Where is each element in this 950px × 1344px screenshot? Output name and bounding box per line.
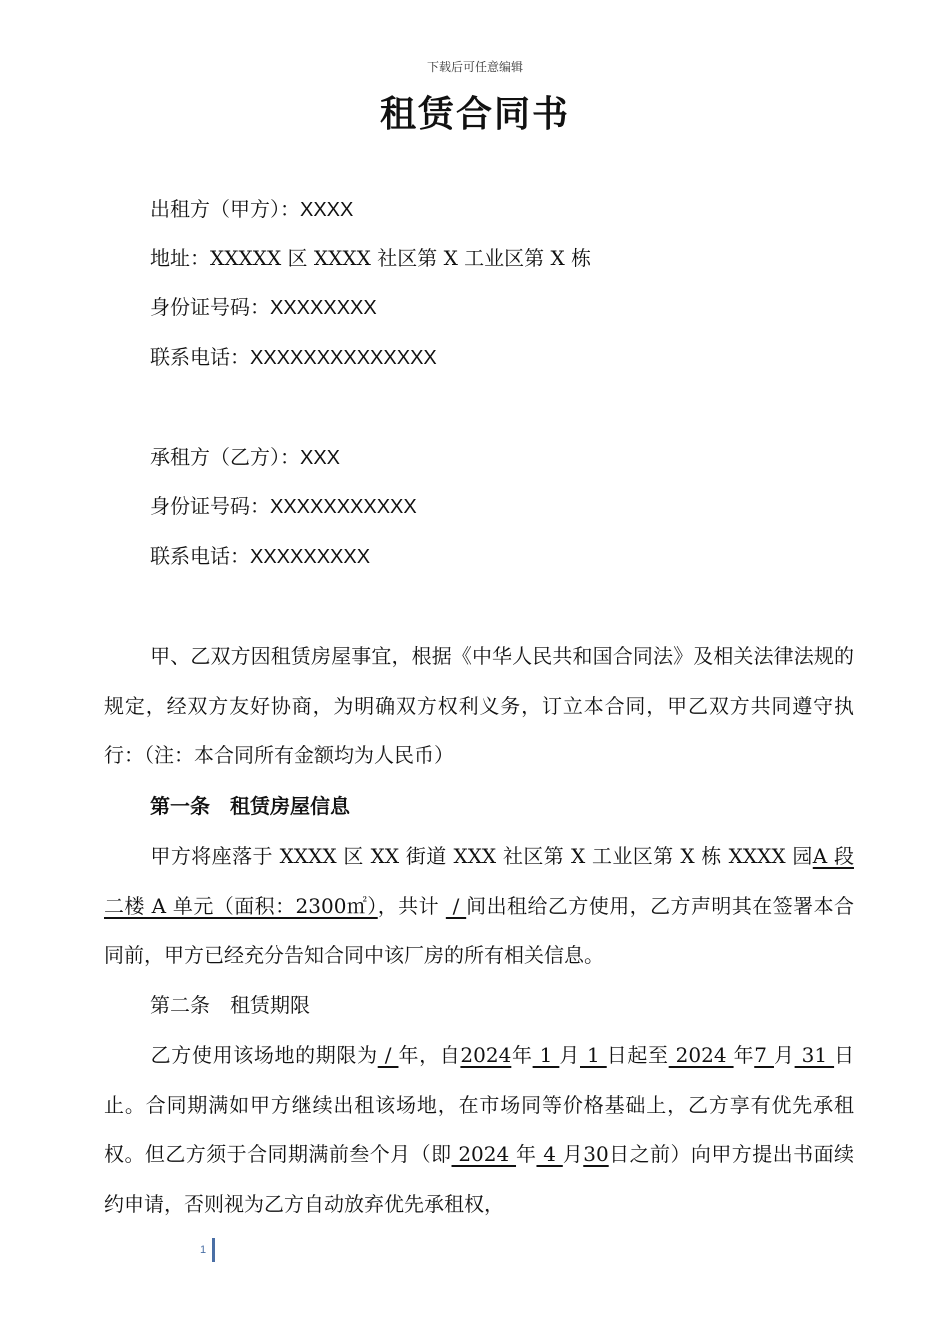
article1-heading: 第一条 租赁房屋信息 — [150, 794, 350, 818]
lessee-phone-label: 联系电话： — [150, 544, 250, 568]
lessee-id-line — [150, 491, 417, 522]
article2-end-day-field: 31 — [794, 1043, 835, 1067]
article2-end-year-field: 2024 — [668, 1043, 734, 1067]
article1-premises-field: A 段二楼 A 单元（面积：2300㎡） — [104, 844, 854, 918]
lessor-id-value: XXXXXXXX — [270, 297, 377, 319]
lessee-phone-value: XXXXXXXXX — [250, 546, 371, 568]
lessee-id-value: XXXXXXXXXXX — [270, 496, 417, 518]
article2-t11: 日之前）向甲方提出书面续约申请，否则视为乙方自动放弃优先承租权， — [104, 1142, 855, 1216]
intro-text: 甲、乙双方因租赁房屋事宜，根据《中华人民共和国合同法》及相关法律法规的规定，经双方友好协商，为明确双方权利义务，订立本合同，甲乙双方共同遵守执行：（注：本合同所有金额均为人民币） — [104, 644, 854, 767]
intro-paragraph — [104, 632, 854, 781]
article2-t1: 乙方使用该场地的期限为 — [150, 1043, 378, 1067]
article2-t6: 年 — [733, 1043, 755, 1067]
article2-t8: 日止。合同期满如甲方继续出租该场地，在市场同等价格基础上，乙方享有优先承租权。但乙方须于合同期满前叁个月（即 — [104, 1043, 855, 1166]
article1-paragraph — [104, 832, 854, 981]
article2-notice-day-field: 30 — [583, 1142, 609, 1166]
lessor-phone-value: XXXXXXXXXXXXXX — [250, 347, 437, 369]
article2-t5: 日起至 — [606, 1043, 669, 1067]
article1-text-a: 甲方将座落于 XXXX 区 XX 街道 XXX 社区第 X 工业区第 X 栋 XXXX 园 — [150, 844, 813, 868]
lessee-phone-line — [150, 541, 370, 572]
lessor-phone-label: 联系电话： — [150, 345, 250, 369]
document-title: 租赁合同书 — [379, 93, 570, 135]
lessor-address-line — [150, 243, 591, 273]
lessor-party-value: XXXX — [300, 199, 354, 221]
article2-heading: 第二条 租赁期限 — [150, 993, 310, 1017]
article2-t2: 年，自 — [398, 1043, 461, 1067]
article2-t3: 年 — [511, 1043, 533, 1067]
article1-rooms-field: / — [445, 893, 467, 918]
lessor-address-label: 地址： — [150, 246, 210, 270]
lessor-party-label: 出租方（甲方）： — [150, 197, 300, 221]
header-note: 下载后可任意编辑 — [426, 60, 523, 74]
lessee-id-label: 身份证号码： — [150, 494, 270, 518]
lessor-party-line — [150, 194, 353, 225]
lessor-id-label: 身份证号码： — [150, 295, 270, 319]
lessee-party-line — [150, 442, 340, 473]
page-footer — [200, 1238, 215, 1262]
article2-t9: 年 — [516, 1142, 537, 1166]
article2-end-month-field: 7 — [754, 1043, 774, 1067]
lessee-party-value: XXX — [300, 447, 341, 469]
article1-text-b: ，共计 — [377, 893, 446, 918]
footer-bar — [212, 1238, 215, 1262]
article2-t10: 月 — [562, 1142, 584, 1166]
article2-paragraph — [104, 1031, 854, 1229]
lessor-address-value: XXXXX 区 XXXX 社区第 X 工业区第 X 栋 — [210, 246, 592, 270]
article2-notice-year-field: 2024 — [451, 1142, 517, 1166]
article2-t7: 月 — [773, 1043, 795, 1067]
lessee-party-label: 承租方（乙方）： — [150, 445, 300, 469]
article2-years-field: / — [377, 1043, 399, 1067]
article2-notice-month-field: 4 — [536, 1142, 563, 1166]
article1-text-c: 间出租给乙方使用，乙方声明其在签署本合同前，甲方已经充分告知合同中该厂房的所有相关信息。 — [104, 893, 855, 967]
article2-start-day-field: 1 — [580, 1043, 607, 1067]
article2-start-month-field: 1 — [532, 1043, 560, 1067]
article2-start-year-field: 2024 — [460, 1043, 512, 1067]
lessor-id-line — [150, 292, 377, 323]
lessor-phone-line — [150, 342, 437, 373]
page-number: 1 — [200, 1244, 207, 1256]
article2-t4: 月 — [559, 1043, 580, 1067]
